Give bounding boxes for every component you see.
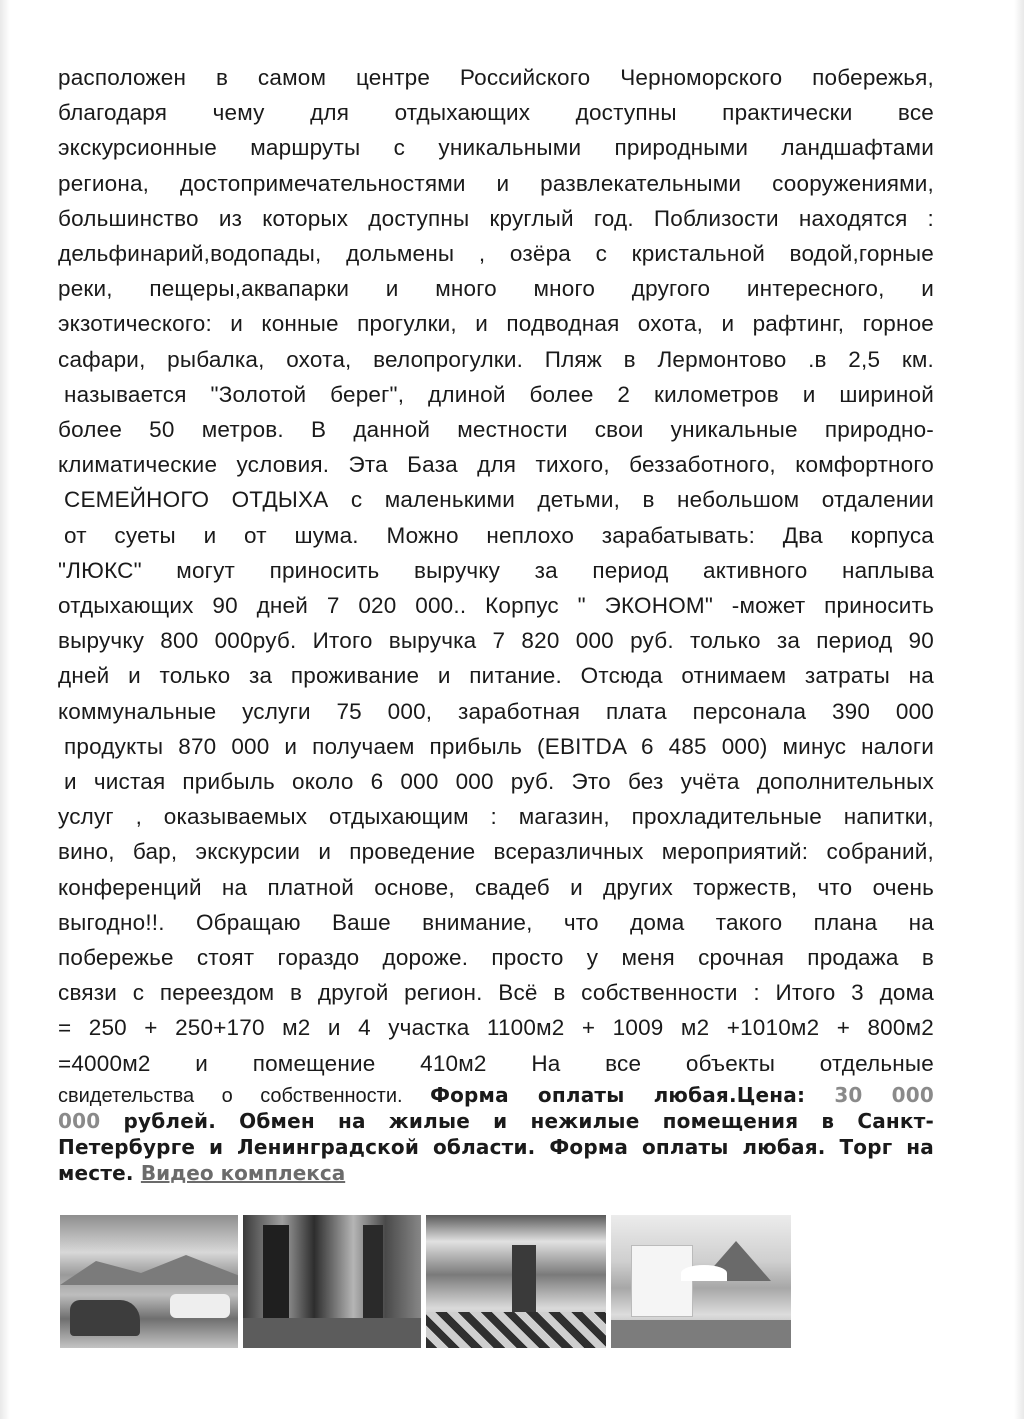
document-page	[58, 60, 934, 1187]
text-line: более 50 метров. В данной местности свои уникальные природно-	[58, 417, 934, 443]
exchange-terms-cont: Петербурге и Ленинградской области. Форма оплаты любая. Торг на	[58, 1134, 934, 1159]
text-line: =4000м2 и помещение 410м2 На все объекты отдельные	[58, 1050, 934, 1076]
text-line: большинство из которых доступны круглый год. Поблизости находятся :	[58, 205, 934, 231]
text-line: коммунальные услуги 75 000, заработная плата персонала 390 000	[58, 698, 934, 724]
text-line: выручку 800 000руб. Итого выручка 7 820 000 руб. только за период 90	[58, 628, 934, 654]
photo-courtyard-houses[interactable]	[611, 1215, 792, 1348]
text-line: и чистая прибыль около 6 000 000 руб. Это без учёта дополнительных	[64, 769, 934, 795]
text-line: климатические условия. Эта База для тихого, беззаботного, комфортного	[58, 452, 934, 478]
bargain-terms: месте.	[58, 1160, 141, 1185]
photo-hall-interior[interactable]	[243, 1215, 422, 1348]
text-line: побережье стоят гораздо дороже. просто у меня срочная продажа в	[58, 945, 934, 971]
scan-edge-right	[1014, 0, 1024, 1419]
text-line: вино, бар, экскурсии и проведение всеразличных мероприятий: собраний,	[58, 839, 934, 865]
text-line: выгодно!!. Обращаю Ваше внимание, что дома такого плана на	[58, 909, 934, 935]
closing-line-1	[58, 1083, 934, 1109]
exchange-terms: рублей. Обмен на жилые и нежилые помещения в Санкт-	[100, 1108, 934, 1133]
text-line: услуг , оказываемых отдыхающим : магазин, прохладительные напитки,	[58, 804, 934, 830]
text-line: = 250 + 250+170 м2 и 4 участка 1100м2 + 1009 м2 +1010м2 + 800м2	[58, 1015, 934, 1041]
text-line: экскурсионные маршруты с уникальными природными ландшафтами	[58, 135, 934, 161]
text-line: реки, пещеры,аквапарки и много много другого интересного, и	[58, 276, 934, 302]
closing-line-3	[58, 1135, 934, 1161]
closing-line-4	[58, 1161, 934, 1187]
text-line: сафари, рыбалка, охота, велопрогулки. Пляж в Лермонтово .в 2,5 км.	[58, 346, 934, 372]
text-line: связи с переездом в другой регион. Всё в собственности : Итого 3 дома	[58, 980, 934, 1006]
listing-description	[58, 60, 934, 1081]
closing-line-2	[58, 1109, 934, 1135]
price-value-part1: 30 000	[834, 1082, 934, 1107]
text-line: продукты 870 000 и получаем прибыль (EBITDA 6 485 000) минус налоги	[64, 733, 934, 759]
photo-gallery	[60, 1215, 792, 1348]
price-value-part2: 000	[58, 1108, 101, 1133]
text-line: расположен в самом центре Российского Черноморского побережья,	[58, 65, 934, 90]
ownership-text: свидетельства о собственности.	[58, 1084, 431, 1107]
text-line: региона, достопримечательностями и развлекательными сооружениями,	[58, 170, 934, 196]
text-line: благодаря чему для отдыхающих доступны практически все	[58, 100, 934, 126]
text-line: "ЛЮКС" могут приносить выручку за период активного наплыва	[58, 557, 934, 583]
text-line: дельфинарий,водопады, дольмены , озёра с кристальной водой,горные	[58, 241, 934, 267]
text-line: от суеты и от шума. Можно неплохо зарабатывать: Два корпуса	[64, 522, 934, 548]
price-and-terms	[58, 1083, 934, 1187]
video-link[interactable]: Видео комплекса	[140, 1160, 346, 1185]
photo-parking-buildings[interactable]	[60, 1215, 239, 1348]
payment-terms: Форма оплаты любая.Цена:	[430, 1082, 835, 1107]
text-line: дней и только за проживание и питание. Отсюда отнимаем затраты на	[58, 663, 934, 689]
text-line: СЕМЕЙНОГО ОТДЫХА с маленькими детьми, в небольшом отдалении	[64, 487, 934, 513]
text-line: экзотического: и конные прогулки, и подводная охота, и рафтинг, горное	[58, 311, 934, 337]
photo-restaurant-interior[interactable]	[426, 1215, 607, 1348]
scan-edge-left	[0, 0, 10, 1419]
text-line: называется "Золотой берег", длиной более 2 километров и шириной	[64, 381, 934, 407]
text-line: отдыхающих 90 дней 7 020 000.. Корпус " ЭКОНОМ" -может приносить	[58, 593, 934, 619]
text-line: конференций на платной основе, свадеб и других торжеств, что очень	[58, 874, 934, 900]
